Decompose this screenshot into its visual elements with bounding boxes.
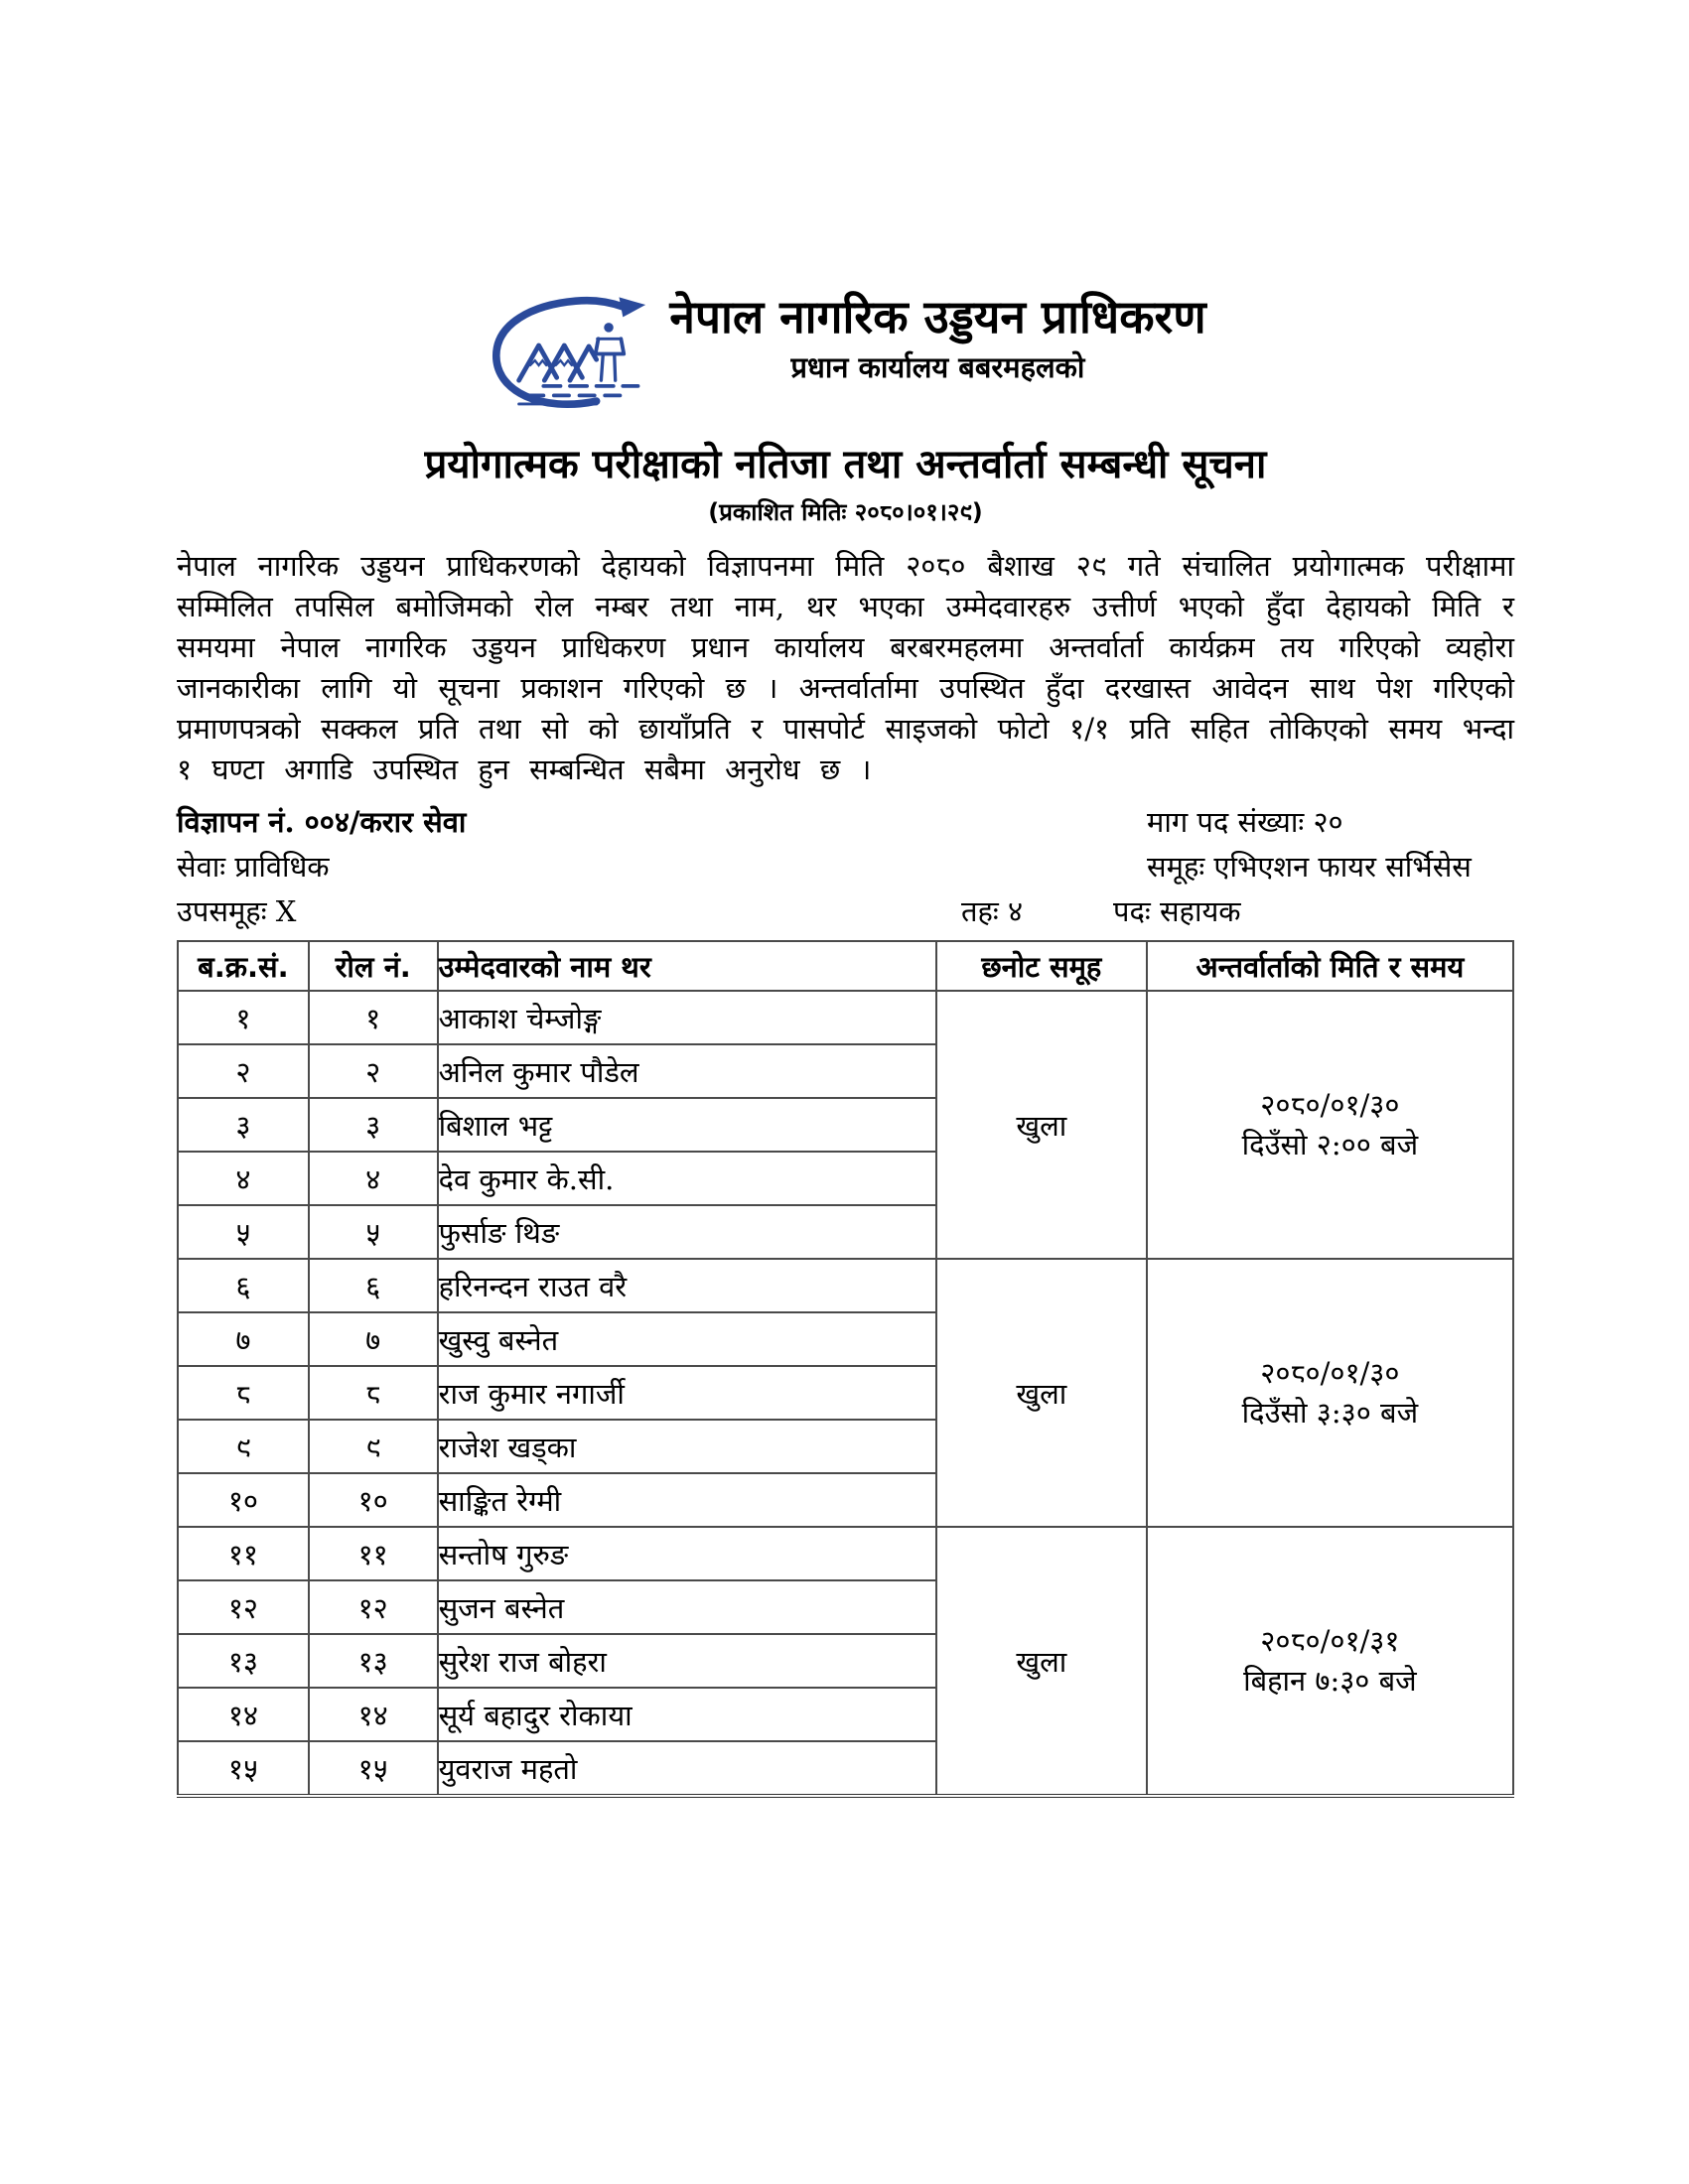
name-cell: साङ्कित रेग्मी	[438, 1473, 936, 1527]
serial-cell: १४	[178, 1688, 309, 1741]
level: तहः ४	[961, 894, 1024, 928]
serial-cell: ४	[178, 1152, 309, 1205]
notice-body-paragraph: नेपाल नागरिक उड्डयन प्राधिकरणको देहायको विज्ञापनमा मिति २०८० बैशाख २९ गते संचालित प्रयोगात्मक परीक्षामा सम्मिलित तपसिल बमोजिमको रोल नम्बर तथा नाम, थर भएका उम्मेदवारहरु उत्तीर्ण भएको हुँदा देहायको मिति र समयमा नेपाल नागरिक उड्डयन प्राधिकरण प्रधान कार्यालय बरबरमहलमा अन्तर्वार्ता कार्यक्रम तय गरिएको व्यहोरा जानकारीका लागि यो सूचना प्रकाशन गरिएको छ । अन्तर्वार्तामा उपस्थित हुँदा दरखास्त आवेदन साथ पेश गरिएको प्रमाणपत्रको सक्कल प्रति तथा सो को छायाँप्रति र पासपोर्ट साइजको फोटो १/१ प्रति सहित तोकिएको समय भन्दा १ घण्टा अगाडि उपस्थित हुन सम्बन्धित सबैमा अनुरोध छ ।	[177, 549, 1514, 786]
table-row	[178, 1259, 1513, 1312]
interview-datetime-cell	[1147, 1527, 1513, 1796]
col-selection-group: छनोट समूह	[936, 941, 1147, 991]
org-name: नेपाल नागरिक उड्डयन प्राधिकरण	[669, 290, 1206, 343]
meta-row-3	[177, 889, 1514, 934]
serial-cell: ९	[178, 1420, 309, 1473]
selection-group-cell: खुला	[936, 1259, 1147, 1527]
roll-cell: ९	[309, 1420, 438, 1473]
serial-cell: १	[178, 991, 309, 1044]
subgroup: उपसमूहः X	[177, 894, 297, 928]
table-header-row	[178, 941, 1513, 991]
serial-cell: २	[178, 1044, 309, 1098]
roll-cell: १३	[309, 1634, 438, 1688]
caan-logo-icon	[485, 286, 655, 423]
table-row	[178, 991, 1513, 1044]
serial-cell: ३	[178, 1098, 309, 1152]
serial-cell: १५	[178, 1741, 309, 1796]
roll-cell: ३	[309, 1098, 438, 1152]
group: समूहः एभिएशन फायर सर्भिसेस	[1147, 850, 1472, 884]
name-cell: आकाश चेम्जोङ्ग	[438, 991, 936, 1044]
roll-cell: ७	[309, 1312, 438, 1366]
notice-title: प्रयोगात्मक परीक्षाको नतिजा तथा अन्तर्वार्ता सम्बन्धी सूचना	[424, 442, 1267, 487]
name-cell: हरिनन्दन राउत वरै	[438, 1259, 936, 1312]
candidates-table	[177, 940, 1514, 1798]
service: सेवाः प्राविधिक	[177, 850, 330, 884]
org-text-block	[669, 286, 1205, 389]
roll-cell: १५	[309, 1741, 438, 1796]
demand-posts: माग पद संख्याः २०	[1147, 805, 1343, 839]
org-office: प्रधान कार्यालय बबरमहलको	[790, 350, 1085, 384]
selection-group-cell: खुला	[936, 1527, 1147, 1796]
advert-meta-block	[177, 800, 1514, 934]
name-cell: खुस्वु बस्नेत	[438, 1312, 936, 1366]
roll-cell: ५	[309, 1205, 438, 1259]
serial-cell: ६	[178, 1259, 309, 1312]
roll-cell: २	[309, 1044, 438, 1098]
interview-time: दिउँसो ३:३० बजे	[1241, 1396, 1419, 1430]
col-candidate-name: उम्मेदवारको नाम थर	[438, 941, 936, 991]
name-cell: राज कुमार नगार्जी	[438, 1366, 936, 1420]
name-cell: युवराज महतो	[438, 1741, 936, 1796]
meta-row-1	[177, 800, 1514, 845]
roll-cell: ८	[309, 1366, 438, 1420]
interview-time: दिउँसो २:०० बजे	[1241, 1128, 1419, 1161]
roll-cell: १४	[309, 1688, 438, 1741]
serial-cell: १२	[178, 1580, 309, 1634]
name-cell: राजेश खड्का	[438, 1420, 936, 1473]
name-cell: सुजन बस्नेत	[438, 1580, 936, 1634]
interview-datetime-cell	[1147, 991, 1513, 1259]
serial-cell: १३	[178, 1634, 309, 1688]
roll-cell: ११	[309, 1527, 438, 1580]
serial-cell: ८	[178, 1366, 309, 1420]
name-cell: सन्तोष गुरुङ	[438, 1527, 936, 1580]
interview-date: २०८०/०१/३०	[1260, 1356, 1400, 1390]
name-cell: सुरेश राज बोहरा	[438, 1634, 936, 1688]
serial-cell: ५	[178, 1205, 309, 1259]
interview-time: बिहान ७:३० बजे	[1243, 1664, 1417, 1698]
col-interview-datetime: अन्तर्वार्ताको मिति र समय	[1147, 941, 1513, 991]
roll-cell: १०	[309, 1473, 438, 1527]
roll-cell: १२	[309, 1580, 438, 1634]
serial-cell: ७	[178, 1312, 309, 1366]
serial-cell: ११	[178, 1527, 309, 1580]
serial-cell: १०	[178, 1473, 309, 1527]
document-content	[177, 0, 1514, 1798]
roll-cell: ६	[309, 1259, 438, 1312]
col-roll: रोल नं.	[309, 941, 438, 991]
roll-cell: ४	[309, 1152, 438, 1205]
published-date: (प्रकाशित मितिः २०८०।०१।२९)	[708, 498, 983, 526]
col-serial: ब.क्र.सं.	[178, 941, 309, 991]
interview-date: २०८०/०१/३१	[1260, 1624, 1400, 1658]
roll-cell: १	[309, 991, 438, 1044]
name-cell: फुर्साङ थिङ	[438, 1205, 936, 1259]
advert-no: विज्ञापन नं. ००४/करार सेवा	[177, 805, 467, 839]
name-cell: देव कुमार के.सी.	[438, 1152, 936, 1205]
post: पदः सहायक	[1113, 894, 1241, 928]
selection-group-cell: खुला	[936, 991, 1147, 1259]
name-cell: अनिल कुमार पौडेल	[438, 1044, 936, 1098]
org-header	[177, 286, 1514, 423]
name-cell: सूर्य बहादुर रोकाया	[438, 1688, 936, 1741]
table-row	[178, 1527, 1513, 1580]
meta-row-2	[177, 845, 1514, 889]
interview-datetime-cell	[1147, 1259, 1513, 1527]
interview-date: २०८०/०१/३०	[1260, 1088, 1400, 1122]
name-cell: बिशाल भट्ट	[438, 1098, 936, 1152]
